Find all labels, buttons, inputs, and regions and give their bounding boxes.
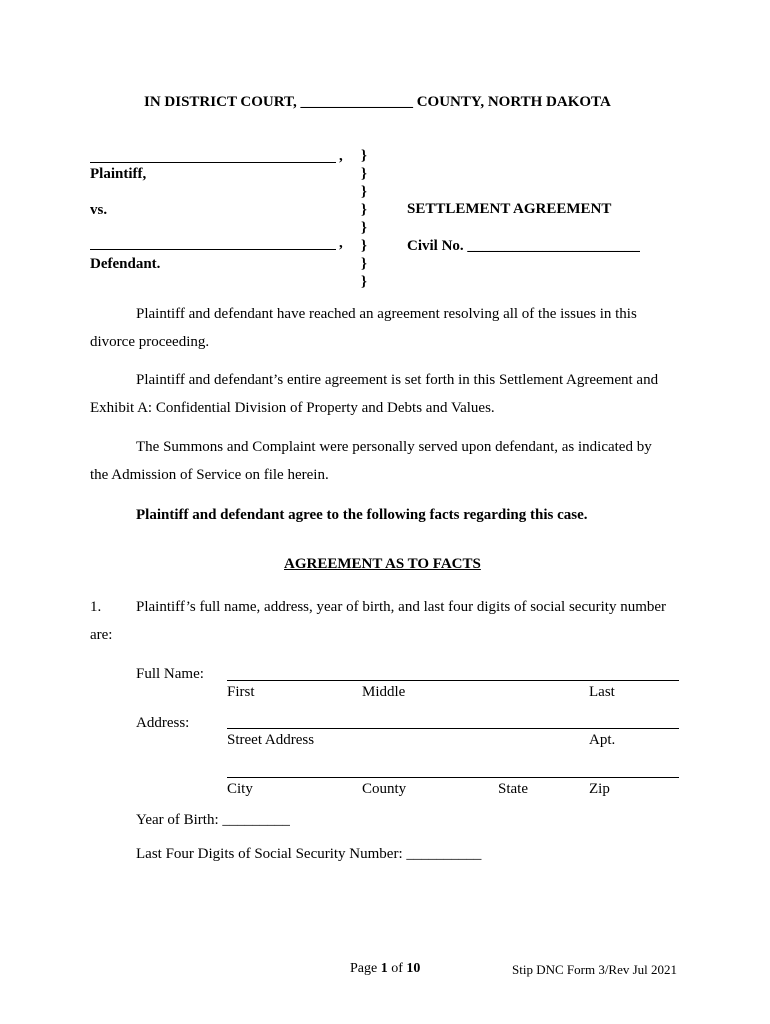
ssn-last-four-field[interactable]: Last Four Digits of Social Security Number: __________ xyxy=(136,846,482,862)
caption-brace: } xyxy=(361,238,367,254)
defendant-name-line xyxy=(90,249,336,250)
page-total: 10 xyxy=(406,961,421,976)
paragraph-1-line-2: divorce proceeding. xyxy=(90,334,210,350)
caption-brace: } xyxy=(361,256,367,272)
agreement-statement: Plaintiff and defendant agree to the following facts regarding this case. xyxy=(136,507,588,523)
paragraph-3-line-1: The Summons and Complaint were personally served upon defendant, as indicated by xyxy=(136,439,652,455)
zip-caption: Zip xyxy=(589,781,610,797)
last-name-caption: Last xyxy=(589,684,615,700)
county-caption: County xyxy=(362,781,407,797)
section-heading: AGREEMENT AS TO FACTS xyxy=(284,556,481,572)
page-of: of xyxy=(391,961,403,976)
city-state-zip-field[interactable] xyxy=(227,777,679,778)
caption-brace: } xyxy=(361,148,367,164)
vs-label: vs. xyxy=(90,202,108,218)
plaintiff-name-line xyxy=(90,162,336,163)
court-heading: IN DISTRICT COURT, _______________ COUNTY, NORTH DAKOTA xyxy=(144,94,611,110)
form-identifier: Stip DNC Form 3/Rev Jul 2021 xyxy=(512,962,678,977)
address-label: Address: xyxy=(136,715,190,731)
caption-brace: } xyxy=(361,166,367,182)
page-word: Page xyxy=(350,961,378,976)
page-current: 1 xyxy=(380,961,388,976)
paragraph-2-line-2: Exhibit A: Confidential Division of Property and Debts and Values. xyxy=(90,400,495,416)
caption-brace: } xyxy=(361,274,367,290)
plaintiff-comma: , xyxy=(339,148,343,164)
item-1-text-line-1: Plaintiff’s full name, address, year of birth, and last four digits of social security number xyxy=(136,599,667,615)
item-number: 1. xyxy=(90,599,102,615)
full-name-label: Full Name: xyxy=(136,666,204,682)
first-name-caption: First xyxy=(227,684,255,700)
middle-name-caption: Middle xyxy=(362,684,406,700)
defendant-comma: , xyxy=(339,235,343,251)
street-address-field[interactable] xyxy=(227,728,679,729)
document-title: SETTLEMENT AGREEMENT xyxy=(407,201,612,217)
paragraph-2-line-1: Plaintiff and defendant’s entire agreement is set forth in this Settlement Agreement and xyxy=(136,372,659,388)
defendant-label: Defendant. xyxy=(90,256,161,272)
city-caption: City xyxy=(227,781,253,797)
state-caption: State xyxy=(498,781,528,797)
year-of-birth-field[interactable]: Year of Birth: _________ xyxy=(136,812,290,828)
caption-brace: } xyxy=(361,202,367,218)
apt-caption: Apt. xyxy=(589,732,616,748)
caption-brace: } xyxy=(361,184,367,200)
paragraph-1-line-1: Plaintiff and defendant have reached an agreement resolving all of the issues in this xyxy=(136,306,637,322)
paragraph-3-line-2: the Admission of Service on file herein. xyxy=(90,467,329,483)
civil-number: Civil No. _______________________ xyxy=(407,238,640,254)
street-address-caption: Street Address xyxy=(227,732,315,748)
plaintiff-label: Plaintiff, xyxy=(90,166,147,182)
caption-brace: } xyxy=(361,220,367,236)
full-name-field[interactable] xyxy=(227,680,679,681)
page-number xyxy=(350,961,420,977)
item-1-text-line-2: are: xyxy=(90,627,113,643)
